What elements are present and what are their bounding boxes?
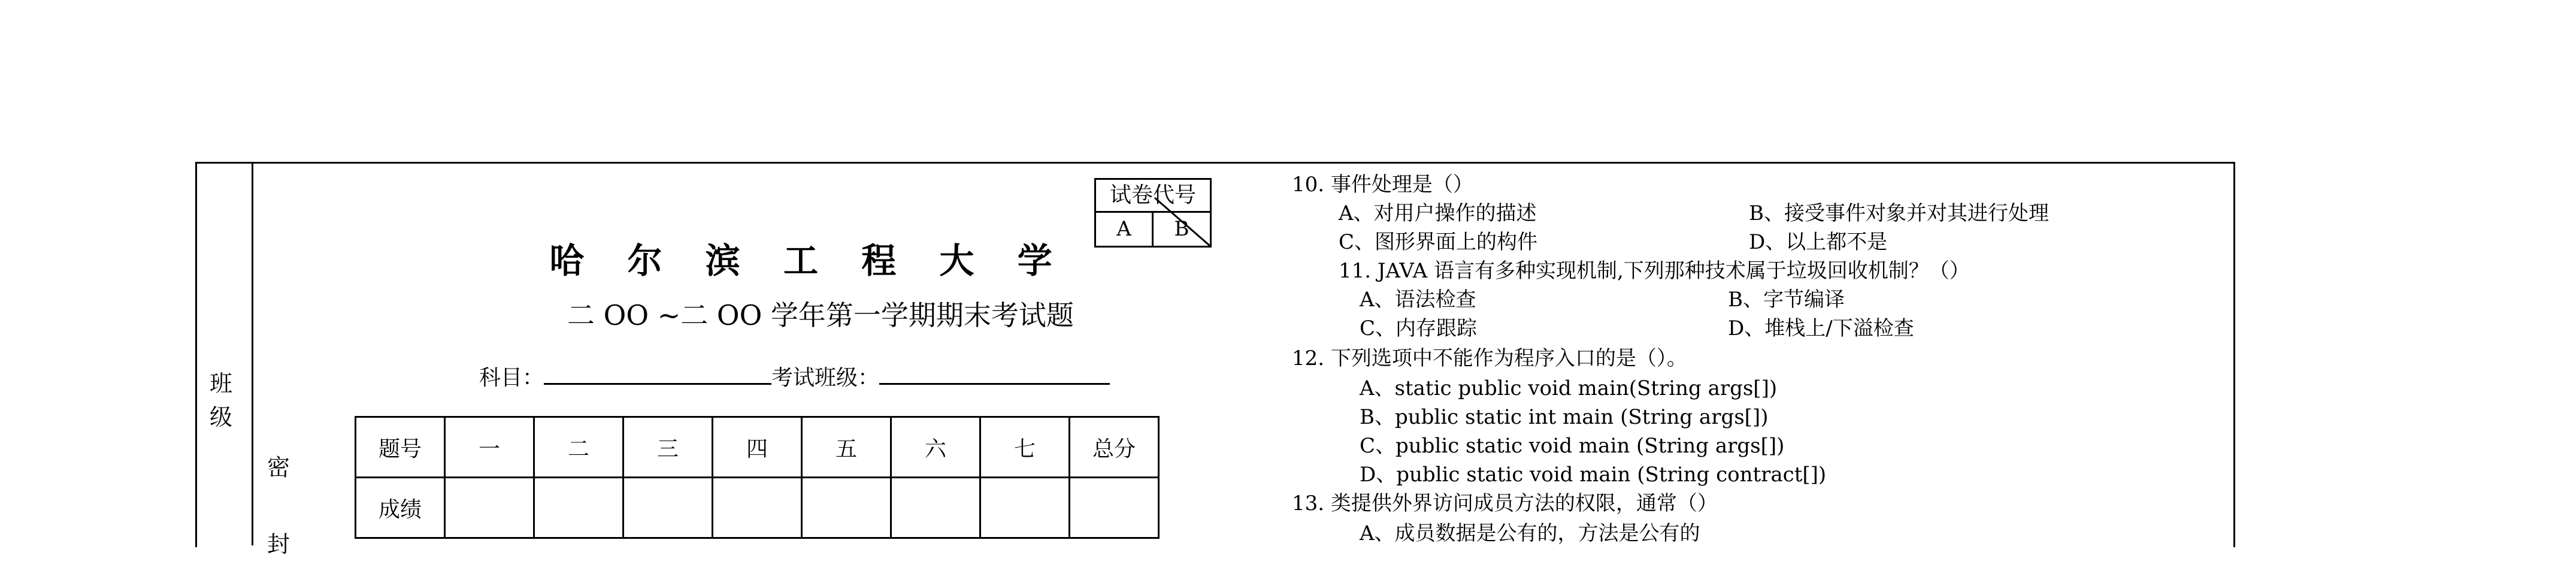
q13-stem: 13. 类提供外界访问成员方法的权限，通常（） — [1292, 491, 1718, 515]
paper-code-option-a: A — [1096, 213, 1154, 246]
score-row-label: 成绩 — [356, 478, 445, 538]
score-header-cell: 三 — [623, 417, 713, 478]
score-cell — [891, 478, 980, 538]
paper-code-slash — [1096, 180, 1210, 246]
score-cell — [802, 478, 891, 538]
score-table-score-row — [356, 478, 1159, 538]
q10-stem: 10. 事件处理是（） — [1292, 173, 1473, 197]
score-table-header-row — [356, 417, 1159, 478]
q13-option-a: A、成员数据是公有的，方法是公有的 — [1360, 521, 1700, 545]
exam-class-label: 考试班级： — [771, 366, 880, 390]
paper-code-label: 试卷代号 — [1096, 180, 1210, 213]
score-header-cell: 七 — [980, 417, 1070, 478]
q12-option-c: C、public static void main (String args[]) — [1360, 434, 1785, 458]
paper-code-option-b: B — [1174, 217, 1189, 241]
score-header-cell: 六 — [891, 417, 980, 478]
paper-code-box — [1094, 178, 1212, 248]
q10-option-a: A、对用户操作的描述 — [1339, 201, 1537, 225]
score-cell — [1070, 478, 1159, 538]
score-header-cell: 四 — [713, 417, 802, 478]
q10-option-b: B、接受事件对象并对其进行处理 — [1749, 201, 2049, 225]
subject-label: 科目： — [479, 366, 544, 390]
seal-char-feng: 封 — [267, 531, 290, 557]
q11-option-a: A、语法检查 — [1360, 288, 1476, 312]
score-table — [355, 416, 1160, 539]
university-title: 哈 尔 滨 工 程 大 学 — [549, 240, 1068, 281]
q10-option-c: C、图形界面上的构件 — [1339, 230, 1538, 254]
score-cell — [534, 478, 623, 538]
q12-stem: 12. 下列选项中不能作为程序入口的是（）。 — [1292, 346, 1687, 370]
score-header-cell: 一 — [445, 417, 534, 478]
score-header-cell: 五 — [802, 417, 891, 478]
q12-option-d: D、public static void main (String contract[]) — [1360, 463, 1827, 487]
score-header-cell: 总分 — [1070, 417, 1159, 478]
binding-strip-divider — [252, 162, 253, 545]
q10-option-d: D、以上都不是 — [1749, 230, 1888, 254]
score-header-cell: 题号 — [356, 417, 445, 478]
subject-blank — [544, 363, 771, 385]
q11-option-b: B、字节编译 — [1728, 288, 1845, 312]
score-cell — [713, 478, 802, 538]
score-header-cell: 二 — [534, 417, 623, 478]
q11-stem: 11. JAVA 语言有多种实现机制,下列那种技术属于垃圾回收机制？（） — [1339, 259, 1970, 283]
exam-class-blank — [879, 363, 1110, 385]
q12-option-b: B、public static int main (String args[]) — [1360, 405, 1769, 429]
class-label: 班 级 — [209, 370, 232, 430]
q11-option-d: D、堆栈上/下溢检查 — [1728, 316, 1914, 340]
score-cell — [623, 478, 713, 538]
score-cell — [445, 478, 534, 538]
score-cell — [980, 478, 1070, 538]
subject-row — [479, 361, 1110, 391]
exam-title: 二 OO ~二 OO 学年第一学期期末考试题 — [567, 299, 1074, 331]
q11-option-c: C、内存跟踪 — [1360, 316, 1478, 340]
q12-option-a: A、static public void main(String args[]) — [1360, 376, 1778, 400]
seal-char-mi: 密 — [267, 454, 290, 481]
